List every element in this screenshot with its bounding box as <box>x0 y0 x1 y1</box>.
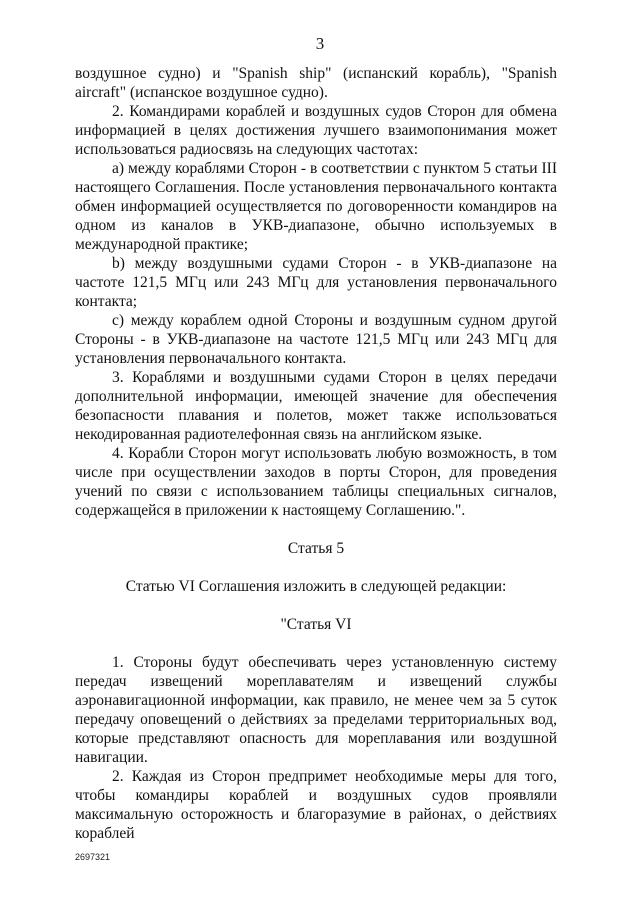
document-code: 2697321 <box>75 852 111 862</box>
heading-article-5: Статья 5 <box>287 540 345 557</box>
paragraph-p6-2: 2. Каждая из Сторон предпримет необходимые меры для того, чтобы командиры кораблей и воздушных судов проявляли максимальную осторожность и благоразумие в районах, о действиях кораблей <box>75 768 557 842</box>
paragraph-p2a: а) между кораблями Сторон - в соответствии с пунктом 5 статьи III настоящего Соглашения. После установления первоначального контакта обмен информацией осуществляется по договоренности командиров на одном из каналов в УКВ-диапазоне, обычно используемых в международной практике; <box>75 160 557 253</box>
paragraph-p4: 4. Корабли Сторон могут использовать любую возможность, в том числе при осуществлении заходов в порты Сторон, для проведения учений по связи с использованием таблицы специальных сигналов, содержащейся в приложении к настоящему Соглашению.". <box>75 445 557 519</box>
paragraph-p2b: b) между воздушными судами Сторон - в УКВ-диапазоне на частоте 121,5 МГц или 243 МГц для установления первоначального контакта; <box>75 255 557 310</box>
heading-article-6: "Статья VI <box>280 616 352 633</box>
document-body <box>75 64 557 843</box>
paragraphs-article6-section <box>75 653 557 843</box>
paragraph-p6-1: 1. Стороны будут обеспечивать через установленную систему передач извещений мореплавателям и извещений службы аэронавигационной информации, как правило, не менее чем за 5 суток передачу оповещений о действиях за пределами территориальных вод, которые представляют опасность для мореплавания или воздушной навигации. <box>75 654 557 766</box>
paragraph-p-cont: воздушное судно) и "Spanish ship" (испанский корабль), "Spanish aircraft" (испанское воздушное судно). <box>75 65 557 101</box>
page-number: 3 <box>315 34 325 53</box>
paragraph-p2c: с) между кораблем одной Стороны и воздушным судном другой Стороны - в УКВ-диапазоне на частоте 121,5 МГц или 243 МГц для установления первоначального контакта. <box>75 312 557 367</box>
amendment-lead-text: Статью VI Соглашения изложить в следующей редакции: <box>125 578 507 595</box>
paragraph-p2: 2. Командирами кораблей и воздушных судов Сторон для обмена информацией в целях достижения лучшего взаимопонимания может использоваться радиосвязь на следующих частотах: <box>75 103 557 158</box>
paragraph-p3: 3. Кораблями и воздушными судами Сторон в целях передачи дополнительной информации, имеющей значение для обеспечения безопасности плавания и полетов, может также использоваться некодированная радиотелефонная связь на английском языке. <box>75 369 557 443</box>
paragraphs-article4-section <box>75 64 557 520</box>
